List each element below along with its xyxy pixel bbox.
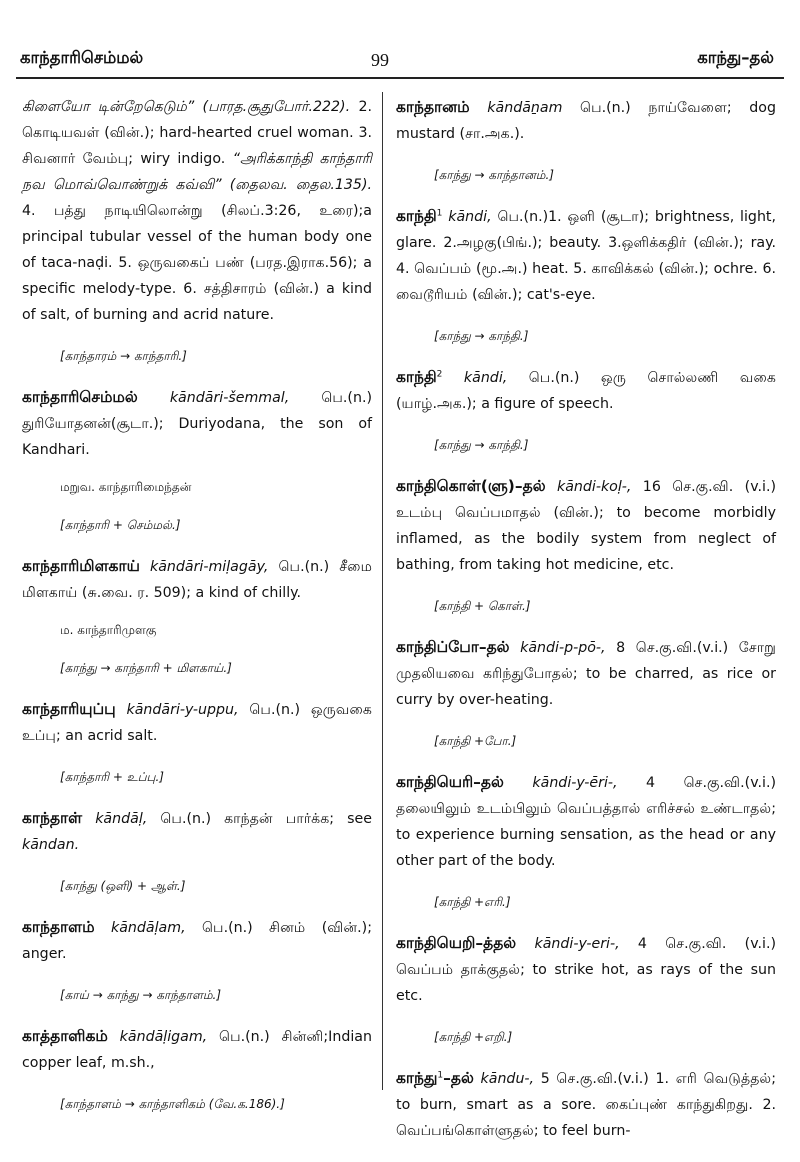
homonym-number: 2 (436, 369, 443, 380)
header-rule (16, 77, 784, 79)
transliteration: kāndi-p-pō-, (520, 640, 606, 656)
entry (22, 696, 372, 749)
etymology: [காந்து (ஒளி) + ஆள்.] (60, 879, 186, 893)
headword: காந்திகொள்(ளு)–தல் (396, 477, 546, 495)
definition: பெ.(n.) நாய்வேளை; dog mustard (சா.அக.). (396, 100, 776, 142)
running-head-right: காந்து–தல் (697, 48, 774, 67)
column-divider (382, 92, 383, 1090)
headword: காந்தாரியுப்பு (22, 700, 116, 718)
definition: பெ.(n.) காந்தன் பார்க்க; see (147, 811, 372, 827)
etymology: [காந்தி +எறி.] (434, 1030, 513, 1044)
etymology: [காந்தி + கொள்.] (434, 599, 531, 613)
running-head-left: காந்தாரிசெம்மல் (20, 48, 144, 67)
definition: பெ.(n.)1. ஒளி (சூடா); brightness, light, glare. 2.அழகு(பிங்.); beauty. 3.ஒளிக்கதிர் (வின்.); ray. 4. வெப்பம் (மூ.அ.) heat. 5. காவிக்கல் (வின்.); ochre. 6. வைடூரியம் (வின்.); cat's-eye. (396, 209, 777, 303)
definition: பெ.(n.) சீமை மிளகாய் (சு.வை. ர. 509); a kind of chilly. (22, 559, 372, 601)
etymology: [காய் → காந்து → காந்தாளம்.] (60, 988, 222, 1002)
headword: காந்தியெரி–தல் (396, 773, 504, 791)
definition: பெ.(n.) ஒருவகை உப்பு; an acrid salt. (22, 702, 372, 744)
headword: காந்தி (396, 368, 437, 386)
etymology: [காந்து → காந்தாரி + மிளகாய்.] (60, 661, 232, 675)
citation: கிளையோ டின்றேகெடும்” (பாரத.சூதுபோர்.222). (22, 99, 351, 115)
headword: காந்தாரிசெம்மல் (22, 388, 138, 406)
headword: காந்தானம் (396, 98, 470, 116)
entry (396, 930, 776, 1009)
transliteration: kāndi-y-ēri-, (532, 775, 618, 791)
headword: காந்தாள் (22, 809, 83, 827)
headword: காந்து (396, 1069, 438, 1087)
page-number: 99 (371, 50, 389, 70)
entry (396, 94, 776, 147)
headword: காந்தாரிமிளகாய் (22, 557, 140, 575)
left-column (22, 94, 372, 1132)
etymology: [காந்து → காந்தி.] (434, 438, 529, 452)
entry (396, 364, 776, 417)
entry (396, 473, 776, 578)
headword: காந்தாளம் (22, 918, 95, 936)
entry (396, 1065, 776, 1144)
transliteration: kāndu-, (480, 1071, 535, 1087)
transliteration: kāndāṉam (487, 100, 563, 116)
entry (22, 914, 372, 967)
definition: 16 செ.கு.வி. (v.i.) உடம்பு வெப்பமாதல் (வின்.); to become morbidly inflamed, as the bodily system from neglect of bathing, from taking hot medicine, etc. (396, 479, 776, 573)
transliteration: kāndi, (448, 209, 492, 225)
definition: 4. பத்து நாடியிலொன்று (சிலப்.3:26, உரை);a principal tubular vessel of the human body one of taca-naḍi. 5. ஒருவகைப் பண் (பரத.இராக.56); a specific melody-type. 6. சத்திசாரம் (வின்.) a kind of salt, of burning and acrid nature. (22, 203, 372, 323)
transliteration: kāndi-koḷ-, (556, 479, 632, 495)
definition: 5 செ.கு.வி.(v.i.) 1. எரி வெடுத்தல்; to burn, smart as a sore. கைப்புண் காந்துகிறது. 2. வெப்பங்கொள்ளுதல்; to feel burn- (396, 1071, 776, 1139)
transliteration: kāndāri-y-uppu, (126, 702, 239, 718)
definition: பெ.(n.) சின்னி;Indian copper leaf, m.sh., (22, 1029, 372, 1071)
etymology: [காந்தி +எரி.] (434, 895, 511, 909)
etymology: [காந்தாரி + செம்மல்.] (60, 518, 181, 532)
quotation: “அரிக்காந்தி காந்தாரி நவ மொவ்வொண்றுக் கவ்வி” (தைலவ. தைல.135). (22, 151, 372, 193)
homonym-number: 1 (437, 1070, 444, 1081)
headword: காத்தாளிகம் (22, 1027, 108, 1045)
entry (396, 634, 776, 713)
continued-entry (22, 94, 372, 328)
transliteration: kāndāri-miḷagāy, (149, 559, 269, 575)
entry (22, 384, 372, 463)
transliteration: kāndi-y-eri-, (534, 936, 620, 952)
etymology: [காந்து → காந்தி.] (434, 329, 529, 343)
headword: காந்தியெறி–த்தல் (396, 934, 517, 952)
headword: காந்திப்போ–தல் (396, 638, 510, 656)
transliteration: kāndi, (463, 370, 508, 386)
entry (22, 805, 372, 858)
cross-reference: kāndan. (22, 837, 80, 853)
transliteration: kāndāḷ, (95, 811, 148, 827)
definition: 2. கொடியவள் (வின்.); hard-hearted cruel woman. 3. சிவனார் வேம்பு; wiry indigo. (22, 99, 373, 167)
entry (22, 553, 372, 606)
etymology: [காந்தாளம் → காந்தாளிகம் (வே.க.186).] (60, 1097, 285, 1111)
transliteration: kāndāḷam, (111, 920, 186, 936)
cognate: மறுவ. காந்தாரிமைந்தன் (60, 480, 192, 494)
transliteration: kāndāri-šemmal, (169, 390, 290, 406)
etymology: [காந்தாரம் → காந்தாரி.] (60, 349, 187, 363)
definition: 4 செ.கு.வி.(v.i.) தலையிலும் உடம்பிலும் வெப்பத்தால் எரிச்சல் உண்டாதல்; to experience burning sensation, as the head or any other part of the body. (396, 775, 776, 869)
entry (22, 1023, 372, 1076)
entry (396, 203, 776, 308)
etymology: [காந்தாரி + உப்பு.] (60, 770, 164, 784)
etymology: [காந்து → காந்தானம்.] (434, 168, 554, 182)
transliteration: kāndāḷigam, (119, 1029, 208, 1045)
entry (396, 769, 776, 874)
definition: பெ.(n.) துரியோதனன்(சூடா.); Duriyodana, the son of Kandhari. (22, 390, 372, 458)
headword: காந்தி (396, 207, 437, 225)
definition: 8 செ.கு.வி.(v.i.) சோறு முதலியவை கரிந்துபோதல்; to be charred, as rice or curry by over-heating. (396, 640, 776, 708)
homonym-number: 1 (436, 208, 443, 219)
definition: பெ.(n.) சினம் (வின்.); anger. (22, 920, 372, 962)
cognate: ம. காந்தாரிமுளகு (60, 623, 157, 637)
headword-suffix: –தல் (443, 1069, 474, 1087)
definition: பெ.(n.) ஒரு சொல்லணி வகை (யாழ்.அக.); a figure of speech. (396, 370, 776, 412)
definition: 4 செ.கு.வி. (v.i.) வெப்பம் தாக்குதல்; to strike hot, as rays of the sun etc. (396, 936, 776, 1004)
etymology: [காந்தி +போ.] (434, 734, 517, 748)
right-column (396, 94, 776, 1162)
